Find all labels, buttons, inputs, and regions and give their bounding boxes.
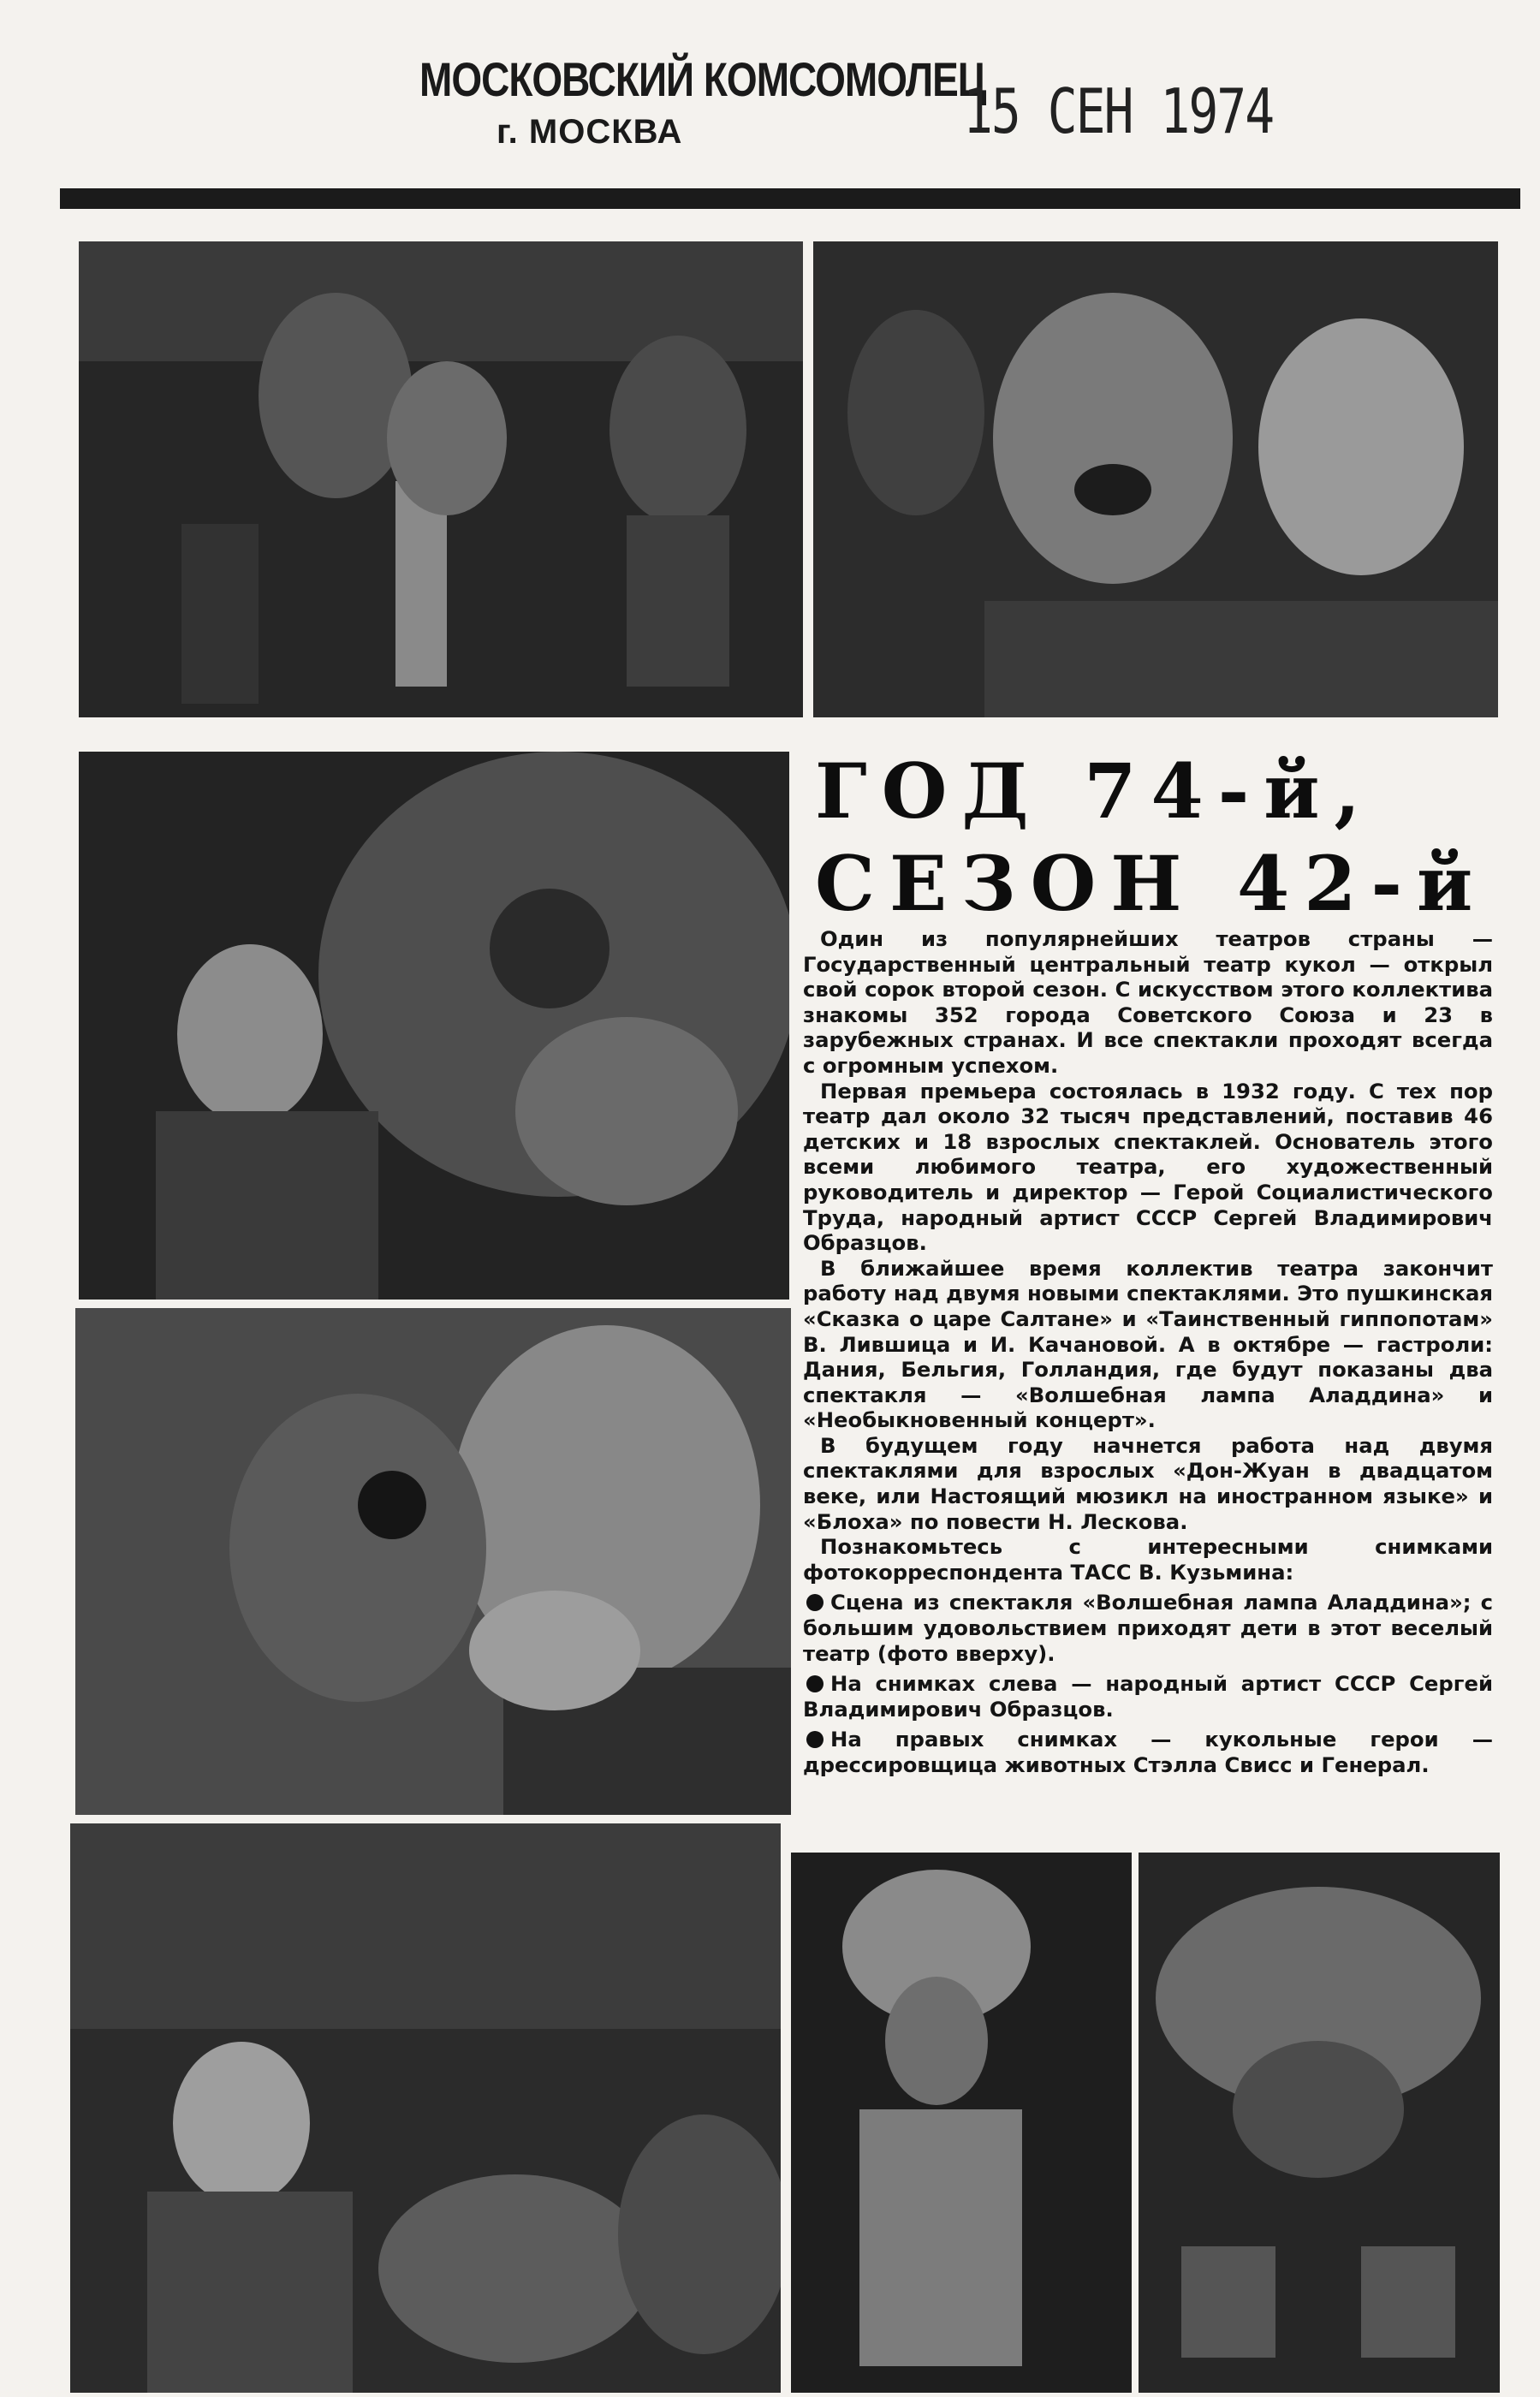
article-paragraph: Один из популярнейших театров страны — Государственный центральный театр кукол — открыл свой сорок второй сезон. С искусством этого коллектива знакомы 352 города Советского Союза и 23 в зарубежных странах. И все спектакли проходят всегда с огромным успехом. [803,926,1493,1078]
headline [815,745,1491,930]
date-stamp: 15 СЕН 1974 [963,74,1274,148]
bullet-icon [806,1675,824,1692]
photo-caption [803,1590,1493,1666]
caption-text: Сцена из спектакля «Волшебная лампа Аладдина»; с большим удовольствием приходят дети в этот веселый театр (фото вверху). [803,1590,1493,1666]
bullet-icon [806,1731,824,1748]
headline-line-2: СЕЗОН 42-й [815,839,1488,928]
photo-puppet-general [1139,1853,1500,2393]
newspaper-stamp: МОСКОВСКИЙ КОМСОМОЛЕЦ [419,52,986,107]
photo-puppet-stella-swiss [791,1853,1132,2393]
photo-caption [803,1727,1493,1777]
photo-puppet-scene [79,241,803,717]
header-rule [60,188,1520,209]
article-paragraph: В будущем году начнется работа над двумя спектаклями для взрослых «Дон-Жуан в двадцатом веке, или Настоящий мюзикл на иностранном языке» и «Блоха» по повести Н. Лескова. [803,1432,1493,1534]
caption-text: На снимках слева — народный артист СССР Сергей Владимирович Образцов. [803,1671,1493,1722]
article-body [803,926,1493,1778]
article-paragraph: Первая премьера состоялась в 1932 году. С тех пор театр дал около 32 тысяч представлений, поставив 46 детских и 18 взрослых спектаклей. Основатель этого всеми любимого театра, его художественный руководитель и директор — Герой Социалистического Труда, народный артист СССР Сергей Владимирович Образцов. [803,1078,1493,1256]
bullet-icon [806,1594,824,1611]
photo-children [813,241,1498,717]
city-stamp: г. МОСКВА [496,113,683,151]
photo-obraztsov-wall [70,1823,781,2393]
caption-text: На правых снимках — кукольные герои — дрессировщица животных Стэлла Свисс и Генерал. [803,1727,1493,1777]
photo-obraztsov-with-puppet [79,752,789,1300]
photo-caption [803,1671,1493,1722]
photo-obraztsov-portrait [75,1308,791,1815]
article-paragraph: Познакомьтесь с интересными снимками фотокорреспондента ТАСС В. Кузьмина: [803,1534,1493,1585]
headline-line-1: ГОД 74-й, [815,746,1376,836]
article-paragraph: В ближайшее время коллектив театра закончит работу над двумя новыми спектаклями. Это пушкинская «Сказка о царе Салтане» и «Таинственный гиппопотам» В. Лившица и И. Качановой. А в октябре — гастроли: Дания, Бельгия, Голландия, где будут показаны два спектакля — «Волшебная лампа Аладдина» и «Необыкновенный концерт». [803,1255,1493,1433]
